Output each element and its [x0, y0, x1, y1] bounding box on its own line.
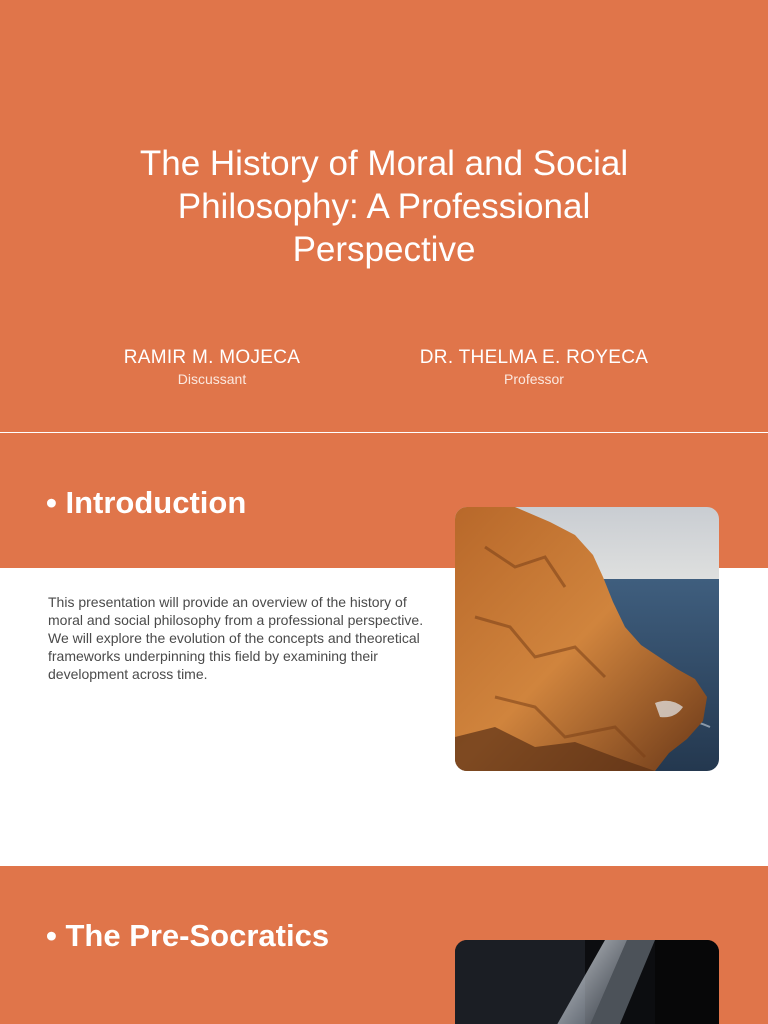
presenter-professor [384, 346, 684, 388]
section-heading: • Introduction [46, 485, 247, 520]
section-heading: • The Pre-Socratics [46, 918, 330, 953]
presenter-name: RAMIR M. MOJECA [123, 347, 301, 368]
intro-paragraph: This presentation will provide an overview of the history of moral and social philosophy from a professional perspective. We will explore the evolution of the concepts and theoretical frameworks underpinning this field by examining their development across time. [48, 594, 424, 682]
dark-light-beam-photo-icon [455, 940, 719, 1024]
coastal-cliff-photo-icon [455, 507, 719, 771]
slide-title: The History of Moral and Social Philosophy: A Professional Perspective [139, 144, 629, 269]
title-slide [0, 0, 768, 432]
presenter-role: Professor [504, 371, 564, 387]
pre-socratics-slide [0, 866, 768, 1024]
presenter-discussant [62, 346, 362, 388]
presenter-role: Discussant [177, 371, 247, 387]
introduction-slide [0, 433, 768, 865]
presenter-name: DR. THELMA E. ROYECA [419, 347, 649, 368]
